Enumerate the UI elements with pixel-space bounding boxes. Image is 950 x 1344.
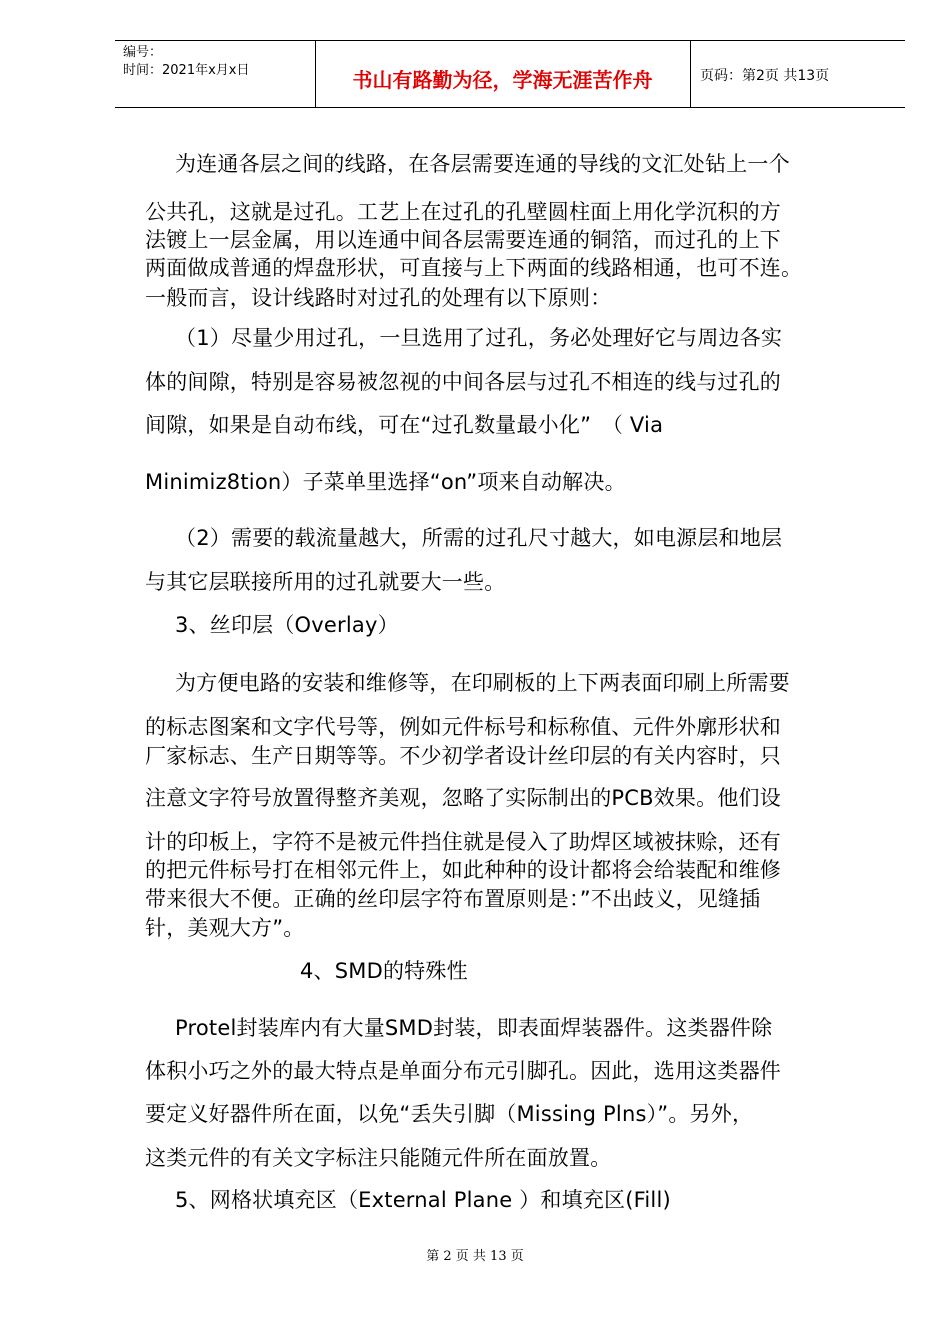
body-line: 法镀上一层金属，用以连通中间各层需要连通的铜箔，而过孔的上下 xyxy=(145,228,781,252)
body-line: 针，美观大方”。 xyxy=(145,916,305,940)
section-heading: 3、丝印层（Overlay） xyxy=(175,613,399,637)
page-header xyxy=(115,40,905,108)
body-line: 厂家标志、生产日期等等。不少初学者设计丝印层的有关内容时，只 xyxy=(145,744,781,768)
page-footer: 第 2 页 共 13 页 xyxy=(426,1249,524,1264)
section-heading: 4、SMD的特殊性 xyxy=(300,959,468,983)
body-line: 间隙，如果是自动布线，可在“过孔数量最小化” （ Via xyxy=(145,413,664,437)
header-divider-2 xyxy=(690,40,691,108)
body-line: 体的间隙，特别是容易被忽视的中间各层与过孔不相连的线与过孔的 xyxy=(145,370,781,394)
header-time-label: 时间：2021年x月x日 xyxy=(123,63,250,78)
body-line: 为方便电路的安装和维修等，在印刷板的上下两表面印刷上所需要 xyxy=(175,671,790,695)
body-line: Protel封装库内有大量SMD封装，即表面焊装器件。这类器件除 xyxy=(175,1016,773,1040)
body-line: 公共孔，这就是过孔。工艺上在过孔的孔壁圆柱面上用化学沉积的方 xyxy=(145,200,781,224)
body-line: 的把元件标号打在相邻元件上，如此种种的设计都将会给装配和维修 xyxy=(145,858,781,882)
header-motto: 书山有路勤为径，学海无涯苦作舟 xyxy=(352,68,653,92)
body-line: 这类元件的有关文字标注只能随元件所在面放置。 xyxy=(145,1146,612,1170)
body-line: （1）尽量少用过孔，一旦选用了过孔，务必处理好它与周边各实 xyxy=(175,326,783,350)
body-line: 体积小巧之外的最大特点是单面分布元引脚孔。因此，选用这类器件 xyxy=(145,1059,781,1083)
header-bottom-rule xyxy=(115,107,905,108)
section-heading: 5、网格状填充区（External Plane ）和填充区(Fill) xyxy=(175,1188,671,1212)
body-line: 带来很大不便。正确的丝印层字符布置原则是：”不出歧义，见缝插 xyxy=(145,887,761,911)
body-line: 为连通各层之间的线路，在各层需要连通的导线的文汇处钻上一个 xyxy=(175,152,790,176)
header-page-label: 页码：第2页 共13页 xyxy=(700,68,830,84)
body-line: Minimiz8tion）子菜单里选择“on”项来自动解决。 xyxy=(145,470,626,494)
body-line: 注意文字符号放置得整齐美观，忽略了实际制出的PCB效果。他们设 xyxy=(145,786,781,810)
body-line: 一般而言，设计线路时对过孔的处理有以下原则： xyxy=(145,286,612,310)
header-top-rule xyxy=(115,40,905,41)
body-line: 要定义好器件所在面，以免“丢失引脚（Missing Plns）”。另外， xyxy=(145,1102,754,1126)
body-line: （2）需要的载流量越大，所需的过孔尺寸越大，如电源层和地层 xyxy=(175,526,783,550)
body-line: 计的印板上，字符不是被元件挡住就是侵入了助焊区域被抹赊，还有 xyxy=(145,830,781,854)
body-line: 与其它层联接所用的过孔就要大一些。 xyxy=(145,570,506,594)
header-meta xyxy=(123,44,249,80)
body-line: 两面做成普通的焊盘形状，可直接与上下两面的线路相通，也可不连。 xyxy=(145,256,803,280)
body-line: 的标志图案和文字代号等，例如元件标号和标称值、元件外廓形状和 xyxy=(145,715,781,739)
header-code-label: 编号： xyxy=(123,45,163,60)
